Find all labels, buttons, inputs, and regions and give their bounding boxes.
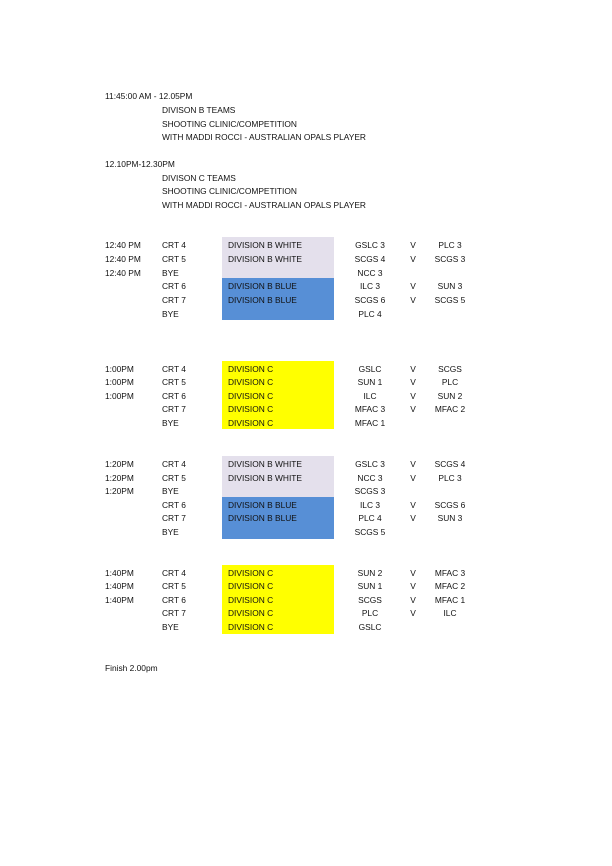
row-time: 12:40 PM (105, 240, 141, 250)
row-court: CRT 6 (162, 500, 186, 510)
row-time: 1:40PM (105, 568, 134, 578)
row-team-2: SCGS 5 (434, 295, 466, 305)
row-team-2: SUN 3 (437, 281, 463, 291)
table-row (0, 459, 612, 473)
row-team-1: SUN 2 (357, 568, 383, 578)
table-row (0, 568, 612, 582)
row-court: CRT 5 (162, 377, 186, 387)
table-row (0, 404, 612, 418)
row-division: DIVISION C (228, 364, 274, 374)
row-time: 1:00PM (105, 377, 134, 387)
row-division: DIVISION B WHITE (228, 240, 302, 250)
row-court: BYE (162, 418, 179, 428)
row-versus: V (410, 281, 416, 291)
row-team-2: MFAC 3 (434, 568, 466, 578)
row-division: DIVISION B WHITE (228, 254, 302, 264)
table-row (0, 622, 612, 636)
row-division: DIVISION C (228, 568, 274, 578)
row-team-1: GSLC 3 (355, 459, 385, 469)
row-court: CRT 5 (162, 581, 186, 591)
table-row (0, 595, 612, 609)
row-versus: V (410, 581, 416, 591)
row-versus: V (410, 377, 416, 387)
row-time: 1:00PM (105, 364, 134, 374)
row-team-1: SUN 1 (357, 377, 383, 387)
row-division: DIVISION C (228, 622, 274, 632)
table-row (0, 581, 612, 595)
row-team-2: PLC 3 (438, 240, 462, 250)
row-division: DIVISION B BLUE (228, 281, 297, 291)
row-versus: V (410, 240, 416, 250)
table-row (0, 240, 612, 254)
row-versus: V (410, 391, 416, 401)
row-time: 1:40PM (105, 595, 134, 605)
row-division: DIVISION B WHITE (228, 473, 302, 483)
table-row (0, 309, 612, 323)
row-time: 12:40 PM (105, 254, 141, 264)
row-court: BYE (162, 268, 179, 278)
row-team-1: PLC 4 (358, 513, 382, 523)
row-team-2: PLC (441, 377, 459, 387)
row-team-1: ILC 3 (359, 500, 381, 510)
row-court: CRT 4 (162, 364, 186, 374)
row-versus: V (410, 404, 416, 414)
row-court: BYE (162, 486, 179, 496)
row-team-2: SCGS 3 (434, 254, 466, 264)
session-1-line: WITH MADDI ROCCI - AUSTRALIAN OPALS PLAYER (162, 132, 366, 142)
row-court: CRT 4 (162, 459, 186, 469)
row-team-1: GSLC (358, 622, 382, 632)
table-row (0, 295, 612, 309)
row-court: CRT 7 (162, 295, 186, 305)
row-division: DIVISION B BLUE (228, 500, 297, 510)
row-team-2: SCGS 6 (434, 500, 466, 510)
table-row (0, 254, 612, 268)
row-versus: V (410, 595, 416, 605)
row-team-1: SUN 1 (357, 581, 383, 591)
table-row (0, 391, 612, 405)
session-2-line: SHOOTING CLINIC/COMPETITION (162, 186, 297, 196)
row-time: 1:20PM (105, 473, 134, 483)
row-court: BYE (162, 309, 179, 319)
row-court: CRT 7 (162, 513, 186, 523)
row-division: DIVISION C (228, 595, 274, 605)
row-team-2: MFAC 1 (434, 595, 466, 605)
table-row (0, 608, 612, 622)
row-team-1: MFAC 1 (354, 418, 386, 428)
table-row (0, 377, 612, 391)
row-court: CRT 5 (162, 254, 186, 264)
row-team-1: ILC (363, 391, 377, 401)
row-court: CRT 6 (162, 281, 186, 291)
session-1-time: 11:45:00 AM - 12.05PM (105, 91, 193, 101)
row-team-1: GSLC 3 (355, 240, 385, 250)
finish-note: Finish 2.00pm (105, 663, 158, 673)
session-2-time: 12.10PM-12.30PM (105, 159, 175, 169)
row-time: 1:40PM (105, 581, 134, 591)
row-team-1: ILC 3 (359, 281, 381, 291)
row-team-2: SUN 2 (437, 391, 463, 401)
row-team-2: SCGS (438, 364, 462, 374)
row-division: DIVISION C (228, 377, 274, 387)
row-division: DIVISION C (228, 608, 274, 618)
row-court: CRT 7 (162, 404, 186, 414)
row-division: DIVISION B BLUE (228, 295, 297, 305)
row-court: CRT 6 (162, 595, 186, 605)
row-team-1: SCGS 6 (354, 295, 386, 305)
row-versus: V (410, 459, 416, 469)
row-team-1: MFAC 3 (354, 404, 386, 414)
row-team-1: NCC 3 (357, 473, 383, 483)
session-2-line: WITH MADDI ROCCI - AUSTRALIAN OPALS PLAYER (162, 200, 366, 210)
row-team-1: SCGS 3 (354, 486, 386, 496)
row-versus: V (410, 513, 416, 523)
table-row (0, 513, 612, 527)
table-row (0, 473, 612, 487)
row-court: BYE (162, 527, 179, 537)
row-court: BYE (162, 622, 179, 632)
row-team-1: GSLC (358, 364, 382, 374)
row-versus: V (410, 295, 416, 305)
row-team-2: ILC (443, 608, 457, 618)
row-versus: V (410, 608, 416, 618)
session-1-line: SHOOTING CLINIC/COMPETITION (162, 119, 297, 129)
row-court: CRT 6 (162, 391, 186, 401)
row-versus: V (410, 500, 416, 510)
row-court: CRT 7 (162, 608, 186, 618)
table-row (0, 500, 612, 514)
row-division: DIVISION C (228, 391, 274, 401)
row-team-1: PLC 4 (358, 309, 382, 319)
table-row (0, 527, 612, 541)
row-versus: V (410, 364, 416, 374)
row-versus: V (410, 473, 416, 483)
row-team-1: SCGS (358, 595, 382, 605)
row-time: 1:20PM (105, 459, 134, 469)
table-row (0, 281, 612, 295)
table-row (0, 364, 612, 378)
row-team-1: SCGS 4 (354, 254, 386, 264)
table-row (0, 418, 612, 432)
row-team-2: PLC 3 (438, 473, 462, 483)
row-time: 1:00PM (105, 391, 134, 401)
row-team-1: SCGS 5 (354, 527, 386, 537)
row-team-2: MFAC 2 (434, 581, 466, 591)
table-row (0, 268, 612, 282)
row-versus: V (410, 568, 416, 578)
row-time: 12:40 PM (105, 268, 141, 278)
row-division: DIVISION B WHITE (228, 459, 302, 469)
row-court: CRT 4 (162, 568, 186, 578)
row-division: DIVISION C (228, 581, 274, 591)
row-team-2: SUN 3 (437, 513, 463, 523)
row-versus: V (410, 254, 416, 264)
row-team-2: MFAC 2 (434, 404, 466, 414)
row-time: 1:20PM (105, 486, 134, 496)
row-division: DIVISION C (228, 418, 274, 428)
session-2-line: DIVISON C TEAMS (162, 173, 236, 183)
table-row (0, 486, 612, 500)
row-court: CRT 4 (162, 240, 186, 250)
row-team-1: NCC 3 (357, 268, 383, 278)
session-1-line: DIVISON B TEAMS (162, 105, 236, 115)
row-division: DIVISION C (228, 404, 274, 414)
row-division: DIVISION B BLUE (228, 513, 297, 523)
row-team-2: SCGS 4 (434, 459, 466, 469)
row-team-1: PLC (361, 608, 379, 618)
row-court: CRT 5 (162, 473, 186, 483)
